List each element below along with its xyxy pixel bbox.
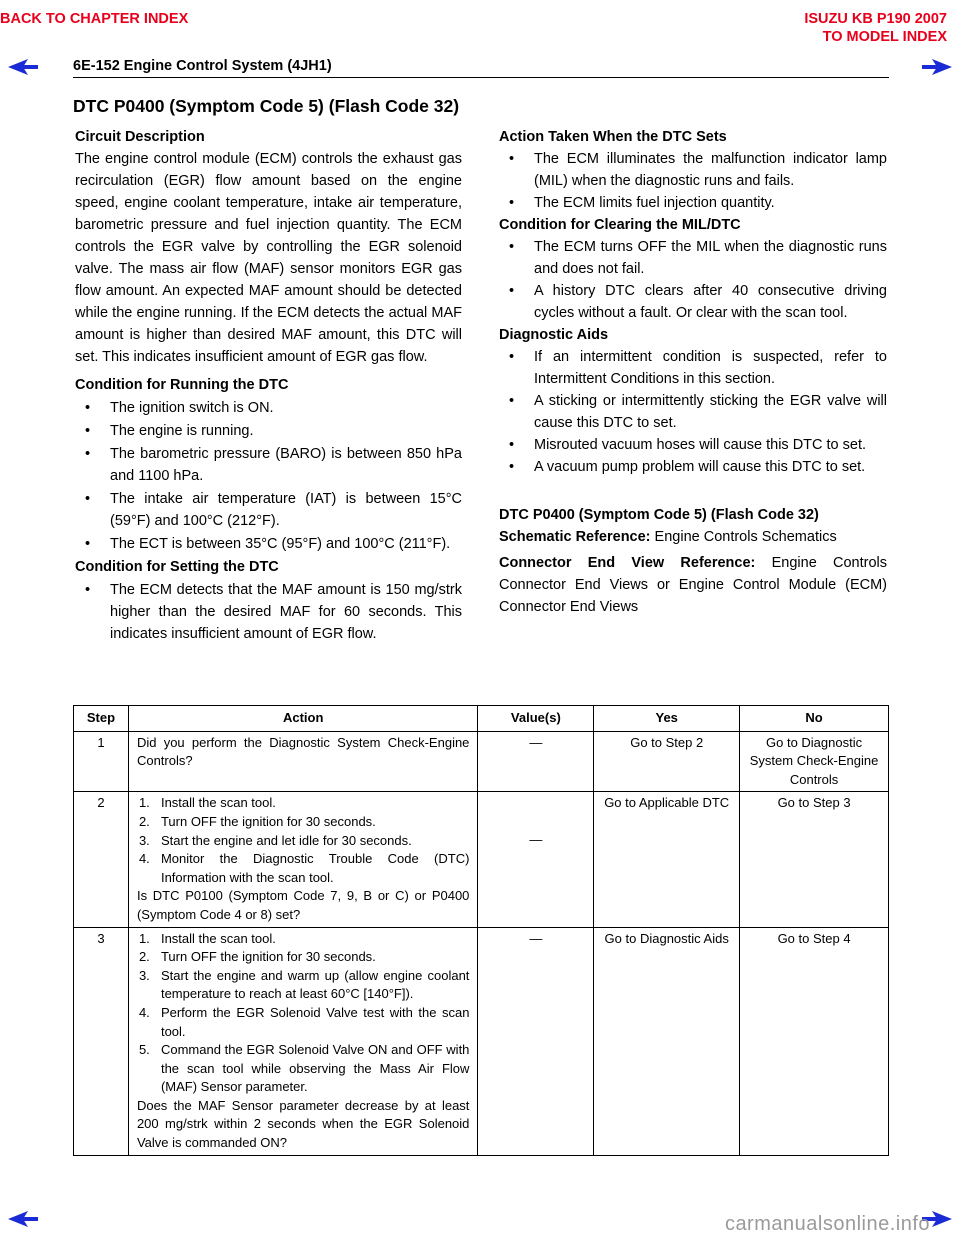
circuit-description-heading: Circuit Description [75, 129, 205, 145]
setting-conditions-heading: Condition for Setting the DTC [75, 559, 279, 575]
list-item: • The ECT is between 35°C (95°F) and 100°C (211°F). [75, 533, 462, 555]
setting-conditions-list [75, 579, 462, 645]
step-value: — [478, 792, 594, 927]
back-to-chapter-index-link[interactable]: BACK TO CHAPTER INDEX [0, 11, 189, 27]
step-action [128, 927, 477, 1155]
step-action [128, 792, 477, 927]
clearing-conditions-list [499, 236, 887, 324]
step-question: Is DTC P0100 (Symptom Code 7, 9, B or C) or P0400 (Symptom Code 4 or 8) set? [136, 888, 470, 922]
step-question: Does the MAF Sensor parameter decrease by at least 200 mg/strk within 2 seconds when the EGR Solenoid Valve is commanded ON? [136, 1097, 470, 1151]
page-header-label: 6E-152 Engine Control System (4JH1) [73, 58, 332, 74]
clearing-conditions-heading: Condition for Clearing the MIL/DTC [499, 217, 741, 233]
column-header-action: Action [128, 706, 477, 732]
list-item: 2. Turn OFF the ignition for 30 seconds. [138, 813, 376, 829]
running-conditions-heading: Condition for Running the DTC [75, 377, 289, 393]
connector-reference-label: Connector End View Reference: [499, 555, 756, 571]
diagnostic-steps-table [73, 705, 889, 1156]
model-title-link[interactable]: ISUZU KB P190 2007 [804, 11, 947, 27]
step-yes: Go to Applicable DTC [594, 792, 740, 927]
list-item: • The intake air temperature (IAT) is between 15°C (59°F) and 100°C (212°F). [75, 488, 462, 532]
step-number: 3 [74, 927, 129, 1155]
step-no: Go to Step 4 [740, 927, 889, 1155]
step-number: 2 [74, 792, 129, 927]
list-item: 3. Start the engine and let idle for 30 seconds. [138, 832, 412, 848]
list-item: • The ECM illuminates the malfunction indicator lamp (MIL) when the diagnostic runs and fails. [499, 148, 887, 192]
list-item: • The ECM limits fuel injection quantity. [499, 192, 887, 214]
right-column [499, 126, 887, 618]
list-item: • The engine is running. [75, 420, 462, 442]
connector-reference-value: Engine Controls Connector End Views or Engine Control Module (ECM) Connector End Views [499, 555, 887, 615]
step-no: Go to Diagnostic System Check-Engine Controls [740, 731, 889, 792]
list-item: • Misrouted vacuum hoses will cause this DTC to set. [499, 434, 887, 456]
list-item: • The ECM detects that the MAF amount is 150 mg/strk higher than the desired MAF for 60 seconds. This indicates insufficient amount of EGR flow. [75, 579, 462, 645]
table-row [74, 792, 889, 927]
list-item: • A vacuum pump problem will cause this DTC to set. [499, 456, 887, 478]
step-instructions [137, 794, 469, 887]
step-number: 1 [74, 731, 129, 792]
table-row [74, 731, 889, 792]
column-header-step: Step [74, 706, 129, 732]
column-header-values: Value(s) [478, 706, 594, 732]
action-taken-heading: Action Taken When the DTC Sets [499, 129, 727, 145]
page-title: DTC P0400 (Symptom Code 5) (Flash Code 32) [73, 96, 460, 116]
diagnostic-aids-heading: Diagnostic Aids [499, 327, 609, 343]
step-action [128, 731, 477, 792]
schematic-reference-value: Engine Controls Schematics [654, 529, 837, 545]
schematic-reference-label: Schematic Reference: [499, 529, 651, 545]
dtc-repeat-heading: DTC P0400 (Symptom Code 5) (Flash Code 32) [499, 507, 819, 523]
table-header-row [74, 706, 889, 732]
list-item: 4. Monitor the Diagnostic Trouble Code (DTC) Information with the scan tool. [138, 851, 470, 885]
prev-page-bottom-arrow-icon[interactable] [6, 1209, 40, 1229]
list-item: • The ignition switch is ON. [75, 397, 462, 419]
table-row [74, 927, 889, 1155]
list-item: • A history DTC clears after 40 consecutive driving cycles without a fault. Or clear with the scan tool. [499, 280, 887, 324]
list-item: • A sticking or intermittently sticking the EGR valve will cause this DTC to set. [499, 390, 887, 434]
list-item: 1. Install the scan tool. [138, 795, 276, 811]
schematic-reference [499, 526, 887, 548]
list-item: 4. Perform the EGR Solenoid Valve test with the scan tool. [138, 1004, 470, 1039]
circuit-description-text: The engine control module (ECM) controls the exhaust gas recirculation (EGR) flow amount based on the engine speed, engine coolant temperature, intake air temperature, barometric pressure and fuel injection quantity. The ECM controls the EGR valve by controlling the EGR solenoid valve. The mass air flow (MAF) sensor monitors EGR gas flow amount. An expected MAF amount should be detected while the engine running. If the ECM detects the actual MAF amount is higher than desired MAF amount, this DTC will set. This indicates insufficient amount of EGR gas flow. [75, 151, 462, 365]
step-value: — [478, 731, 594, 792]
list-item: 2. Turn OFF the ignition for 30 seconds. [138, 949, 376, 965]
next-page-arrow-icon[interactable] [920, 57, 954, 77]
list-item: • If an intermittent condition is suspected, refer to Intermittent Conditions in this section. [499, 346, 887, 390]
step-instructions [137, 930, 469, 1097]
list-item: • The barometric pressure (BARO) is between 850 hPa and 1100 hPa. [75, 443, 462, 487]
list-item: • The ECM turns OFF the MIL when the diagnostic runs and does not fail. [499, 236, 887, 280]
running-conditions-list [75, 397, 462, 555]
header-rule [73, 77, 889, 78]
step-question: Did you perform the Diagnostic System Check-Engine Controls? [136, 734, 470, 769]
list-item: 5. Command the EGR Solenoid Valve ON and OFF with the scan tool while observing the Mass Air Flow (MAF) Sensor parameter. [138, 1042, 470, 1095]
list-item: 1. Install the scan tool. [138, 930, 276, 946]
prev-page-arrow-icon[interactable] [6, 57, 40, 77]
step-value: — [478, 927, 594, 1155]
column-header-no: No [740, 706, 889, 732]
connector-reference [499, 552, 887, 618]
step-yes: Go to Step 2 [594, 731, 740, 792]
column-header-yes: Yes [594, 706, 740, 732]
diagnostic-aids-list [499, 346, 887, 478]
left-column [75, 126, 462, 646]
step-yes: Go to Diagnostic Aids [594, 927, 740, 1155]
to-model-index-link[interactable]: TO MODEL INDEX [822, 29, 947, 45]
list-item: 3. Start the engine and warm up (allow engine coolant temperature to reach at least 60°C [140°F]). [138, 967, 470, 1002]
watermark: carmanualsonline.info [724, 1213, 930, 1235]
action-taken-list [499, 148, 887, 214]
step-no: Go to Step 3 [740, 792, 889, 927]
